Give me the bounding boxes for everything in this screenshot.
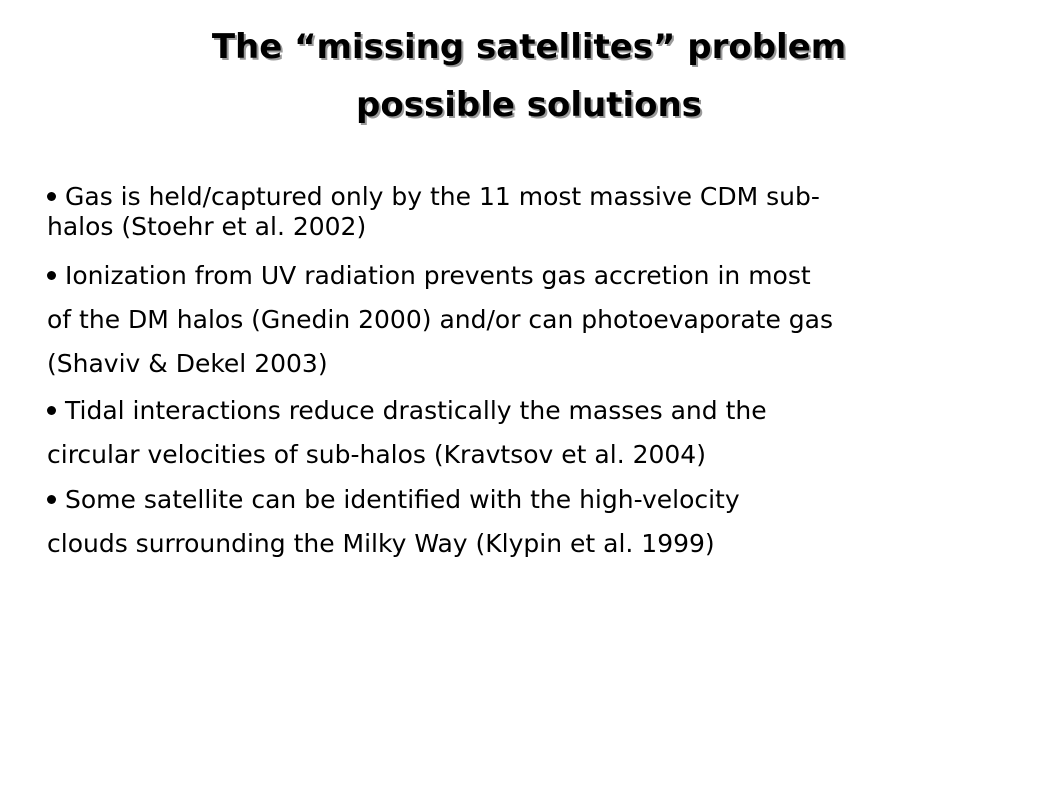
bullet-line: halos (Stoehr et al. 2002) xyxy=(47,212,367,241)
bullet-item-4 xyxy=(47,478,977,566)
bullet-text: Tidal interactions reduce drastically the masses and the xyxy=(65,396,767,425)
bullet-line xyxy=(47,254,977,298)
bullet-line xyxy=(47,389,977,433)
bullet-line xyxy=(47,478,977,522)
bullet-item-3 xyxy=(47,389,977,477)
bullet-line xyxy=(47,182,977,212)
bullet-line: (Shaviv & Dekel 2003) xyxy=(47,349,328,378)
bullet-dot-icon xyxy=(47,406,56,415)
bullet-dot-icon xyxy=(47,192,56,201)
bullet-line: clouds surrounding the Milky Way (Klypin et al. 1999) xyxy=(47,529,715,558)
bullet-text: Some satellite can be identified with the high-velocity xyxy=(65,485,740,514)
slide-title: The “missing satellites” problem xyxy=(211,27,847,67)
bullet-dot-icon xyxy=(47,495,56,504)
bullet-line: circular velocities of sub-halos (Kravtsov et al. 2004) xyxy=(47,440,706,469)
bullet-text: Ionization from UV radiation prevents gas accretion in most xyxy=(65,261,811,290)
bullet-dot-icon xyxy=(47,271,56,280)
slide-subtitle: possible solutions xyxy=(356,85,702,125)
bullet-item-2 xyxy=(47,254,977,386)
bullet-item-1 xyxy=(47,182,977,242)
bullet-text: Gas is held/captured only by the 11 most massive CDM sub- xyxy=(65,182,820,211)
bullet-line: of the DM halos (Gnedin 2000) and/or can photoevaporate gas xyxy=(47,305,833,334)
